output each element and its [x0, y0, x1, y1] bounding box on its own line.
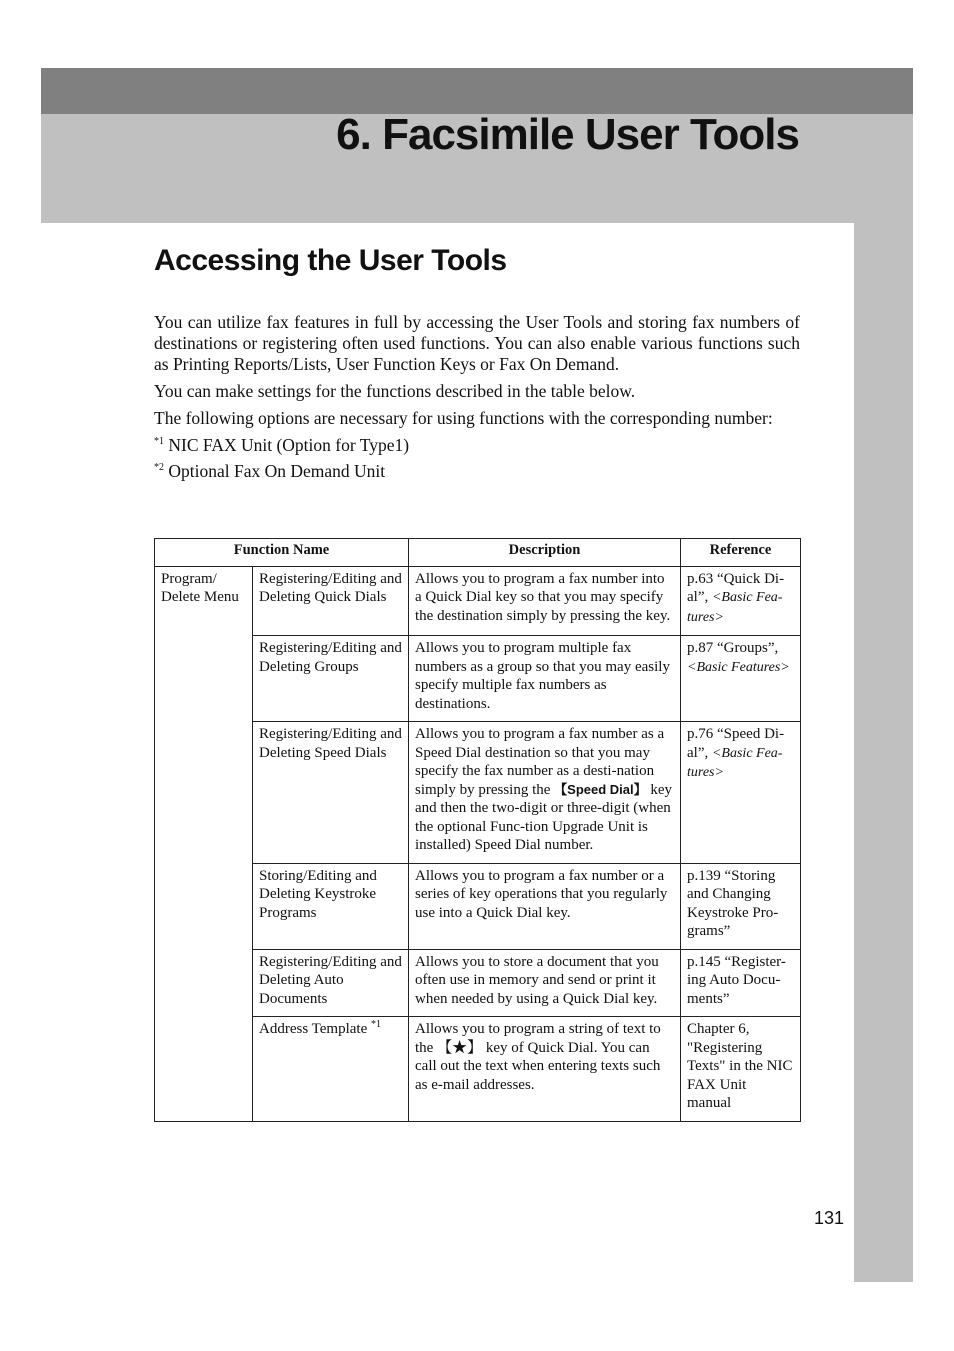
reference-cell [681, 566, 801, 636]
description-cell: Allows you to store a document that you often use in memory and send or print it when needed by using a Quick Dial key. [409, 949, 681, 1017]
description-text: key of Quick Dial. You can call out the text when entering texts such as e-mail addresses. [415, 1039, 661, 1093]
function-cell: Registering/Editing and Deleting Speed Dials [253, 722, 409, 864]
function-cell: Storing/Editing and Deleting Keystroke Programs [253, 863, 409, 949]
reference-text: p.76 “Speed Di-al”, [687, 726, 785, 761]
table-row [155, 566, 801, 636]
paragraph: You can utilize fax features in full by accessing the User Tools and storing fax numbers of destinations or registering often used functions. You can also enable various functions such as Printing Reports/Lists, User Function Keys or Fax On Demand. [154, 312, 800, 374]
footnote [154, 435, 800, 456]
function-cell: Registering/Editing and Deleting Auto Documents [253, 949, 409, 1017]
footnote-mark: *1 [370, 1019, 381, 1030]
section-title: Accessing the User Tools [154, 244, 507, 277]
reference-cell [681, 636, 801, 722]
description-text: Allows you to program a string of text to the [415, 1021, 661, 1056]
page-number: 131 [813, 1208, 844, 1228]
reference-cell: p.139 “Storing and Changing Keystroke Pro-grams” [681, 863, 801, 949]
footnote-text: Optional Fax On Demand Unit [164, 461, 386, 481]
reference-manual: <Basic Fea-tures> [687, 590, 783, 625]
description-cell: Allows you to program multiple fax numbers as a group so that you may easily specify multiple fax numbers as destinations. [409, 636, 681, 722]
reference-text: p.63 “Quick Di-al”, [687, 570, 785, 605]
reference-cell: Chapter 6, "Registering Texts" in the NIC FAX Unit manual [681, 1017, 801, 1122]
header-function-name: Function Name [155, 539, 409, 567]
function-text: Address Template [259, 1021, 368, 1037]
reference-cell [681, 722, 801, 864]
function-cell: Registering/Editing and Deleting Quick Dials [253, 566, 409, 636]
header-description: Description [409, 539, 681, 567]
star-key-label: 【★】 [437, 1039, 483, 1056]
header-reference: Reference [681, 539, 801, 567]
function-table [154, 538, 801, 1122]
description-text: Allows you to program a fax number as a Speed Dial destination so that you may specify the fax number as a desti-nation simply by pressing the [415, 726, 665, 798]
footnote-text: NIC FAX Unit (Option for Type1) [164, 435, 410, 455]
chapter-title: 6. Facsimile User Tools [336, 110, 799, 159]
footnote-mark: *1 [154, 436, 164, 448]
function-cell: Registering/Editing and Deleting Groups [253, 636, 409, 722]
description-text: key and then the two-digit or three-digit (when the optional Func-tion Upgrade Unit is installed) Speed Dial number. [415, 781, 673, 853]
table-header-row [155, 539, 801, 567]
chapter-band-dark [41, 68, 913, 114]
group-cell: Program/ Delete Menu [155, 566, 253, 1121]
function-cell [253, 1017, 409, 1122]
side-tab [854, 223, 913, 1282]
description-cell: Allows you to program a fax number or a series of key operations that you regularly use into a Quick Dial key. [409, 863, 681, 949]
description-cell: Allows you to program a fax number into a Quick Dial key so that you may specify the destination simply by pressing the key. [409, 566, 681, 636]
paragraph: You can make settings for the functions described in the table below. [154, 381, 636, 401]
reference-manual: <Basic Fea-tures> [687, 745, 783, 780]
footnote [154, 461, 800, 482]
speed-dial-key-label: 【Speed Dial】 [554, 781, 647, 797]
reference-text: p.87 “Groups”, [687, 640, 779, 656]
description-cell [409, 722, 681, 864]
paragraph: The following options are necessary for using functions with the corresponding number: [154, 408, 773, 428]
reference-manual: <Basic Features> [687, 659, 790, 675]
intro-text [154, 312, 800, 487]
footnote-mark: *2 [154, 462, 164, 474]
description-cell [409, 1017, 681, 1122]
reference-cell: p.145 “Register-ing Auto Docu-ments” [681, 949, 801, 1017]
